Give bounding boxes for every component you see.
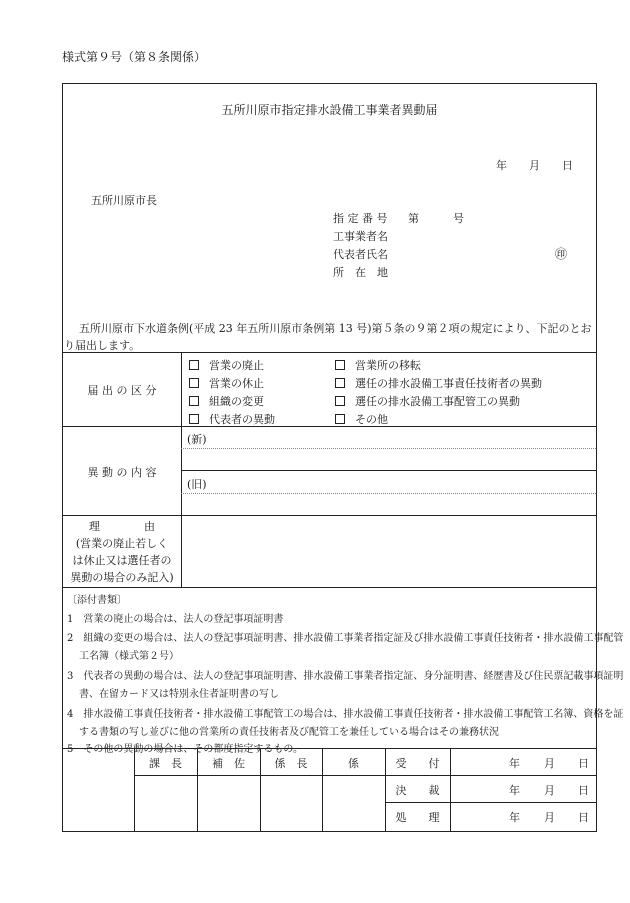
checkbox[interactable] [335,414,345,424]
addressee: 五所川原市長 [91,194,157,207]
address-label: 所 在 地 [333,266,388,279]
category-option-representative-change[interactable]: 代表者の異動 [189,411,275,427]
seal-mark: ㊞ [555,247,568,261]
attachment-item-5: 5 その他の異動の場合は、その都度指定するもの。 [67,744,303,755]
attachment-item-1: 1 営業の廃止の場合は、法人の登記事項証明書 [67,614,284,625]
reason-note-line-2: は休止又は選任者の [72,554,172,567]
received-month: 月 [544,757,555,770]
attachment-item-3: 3 代表者の異動の場合は、法人の登記事項証明書、排水設備工事業者指定証、身分証明書、経歴書及び住民票記載事項証明 [67,671,624,682]
category-option-organization-change[interactable]: 組織の変更 [189,393,264,409]
category-option-other[interactable]: その他 [335,411,388,427]
body-text-line-2: り届出します。 [64,339,141,352]
category-option-discontinue[interactable]: 営業の廃止 [189,357,264,373]
approval-header-unit-chief: 係 長 [274,757,308,770]
attachment-item-2: 2 組織の変更の場合は、法人の登記事項証明書、排水設備工事業者指定証及び排水設備工事責任技術者・排水設備工事配管 [67,633,624,644]
body-text-line-1: 五所川原市下水道条例(平成 23 年五所川原市条例第 13 号)第５条の９第２項の規定により、下記のとお [79,322,592,335]
date-year-label: 年 [496,159,507,172]
checkbox[interactable] [189,396,199,406]
received-day: 日 [578,757,589,770]
approval-header-staff: 係 [348,757,359,770]
change-new-label: (新) [187,433,207,446]
approval-row-decided: 決 裁 [395,784,440,797]
processed-month: 月 [544,811,555,824]
checkbox[interactable] [335,360,345,370]
reason-label: 理 由 [89,520,155,533]
category-option-plumber-change[interactable]: 選任の排水設備工事配管工の異動 [335,393,520,409]
approval-row-processed: 処 理 [395,811,440,824]
approval-header-assistant: 補 佐 [212,757,245,770]
category-option-technician-change[interactable]: 選任の排水設備工事責任技術者の異動 [335,375,542,391]
received-year: 年 [509,757,520,770]
approval-table [62,748,597,832]
checkbox[interactable] [335,396,345,406]
date-month-label: 月 [529,159,540,172]
category-option-office-relocation[interactable]: 営業所の移転 [335,357,421,373]
form-title: 五所川原市指定排水設備工事業者異動届 [221,103,438,117]
change-old-label: (旧) [187,478,207,491]
approval-row-received: 受 付 [395,757,440,770]
approval-header-section-chief: 課 長 [149,757,182,770]
processed-year: 年 [509,811,520,824]
notification-form [62,83,624,755]
attachment-item-2-cont: 工名簿（様式第２号） [79,651,179,662]
processed-day: 日 [578,811,589,824]
decided-month: 月 [544,784,555,797]
attachment-item-4-cont: する書類の写し並びに他の営業所の責任技術者及び配管工を兼任している場合はその兼務状況 [79,727,499,738]
change-content-label: 異 動 の 内 容 [87,466,157,479]
representative-name-label: 代表者氏名 [333,248,388,261]
attachment-item-3-cont: 書、在留カード又は特別永住者証明書の写し [79,689,279,700]
attachment-item-4: 4 排水設備工事責任技術者・排水設備工事配管工の場合は、排水設備工事責任技術者・排水設備工事配管工名簿、資格を証 [67,709,624,720]
registration-number-label: 指 定 番 号 [333,212,388,225]
decided-day: 日 [578,784,589,797]
date-day-label: 日 [562,159,573,172]
category-option-suspend[interactable]: 営業の休止 [189,375,264,391]
checkbox[interactable] [189,378,199,388]
reason-note-line-3: 異動の場合のみ記入) [70,571,174,584]
reason-note-line-1: (営業の廃止若しく [75,537,169,550]
category-label: 届 出 の 区 分 [87,384,157,397]
registration-number-suffix: 号 [453,212,464,225]
checkbox[interactable] [335,378,345,388]
form-number: 様式第９号（第８条関係） [62,50,207,64]
attachments-heading: 〔添付書類〕 [67,595,127,606]
decided-year: 年 [509,784,520,797]
checkbox[interactable] [189,414,199,424]
registration-number-prefix: 第 [408,212,419,225]
company-name-label: 工事業者名 [333,230,388,243]
checkbox[interactable] [189,360,199,370]
